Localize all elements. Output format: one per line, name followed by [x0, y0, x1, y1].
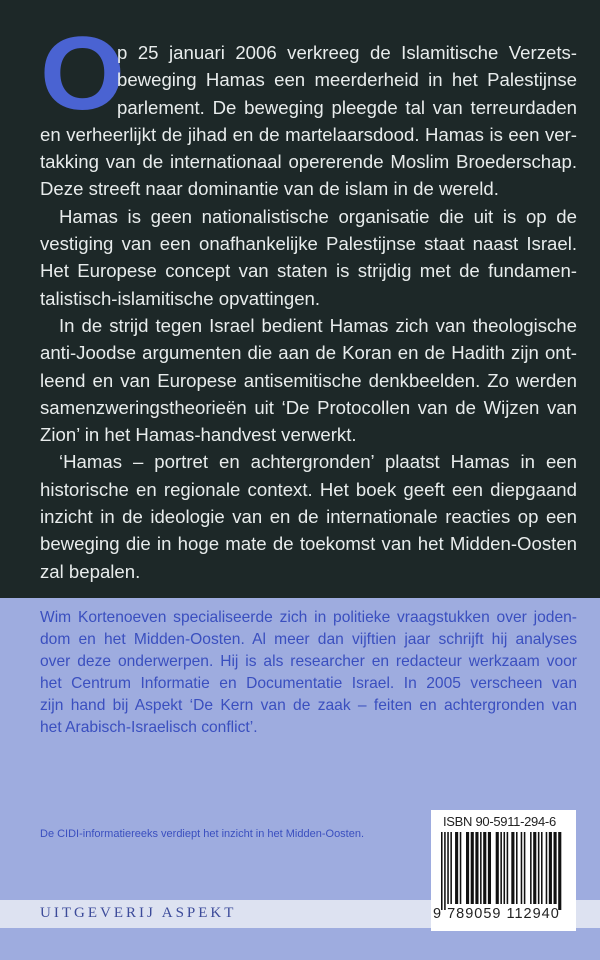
barcode-bar — [444, 832, 446, 910]
barcode-bar — [554, 832, 557, 904]
publisher-name: UITGEVERIJ ASPEKT — [40, 905, 237, 921]
barcode-bar — [447, 832, 449, 904]
blurb-line: Zion’ in het Hamas-handvest verwerkt. — [40, 424, 357, 446]
blurb-line: p 25 januari 2006 verkreeg de Islamitische Verzets- — [117, 42, 577, 63]
barcode-bar — [521, 832, 523, 904]
blurb-line: anti-Joodse argumenten die aan de Koran en de Hadith zijn ont- — [40, 342, 577, 364]
ean-number: 9 789059 112940 — [433, 906, 560, 922]
isbn-label: ISBN 90-5911-294-6 — [443, 814, 556, 829]
bio-line: zijn hand bij Aspekt ‘De Kern van de zaak – feiten en achtergronden van — [40, 697, 577, 714]
bio-line: dom en het Midden-Oosten. Al meer dan vijftien jaar schrijft hij analyses — [40, 631, 577, 648]
blurb-line: samenzweringstheorieën uit ‘De Protocollen van de Wijzen van — [40, 396, 577, 418]
barcode-bar — [475, 832, 478, 904]
barcode-bar — [511, 832, 514, 904]
barcode-bar — [496, 832, 499, 904]
blurb-line: In de strijd tegen Israel bedient Hamas zich van theologische — [59, 314, 577, 336]
bio-line: het Centrum Informatie en Documentatie Israel. In 2005 verscheen van — [40, 675, 577, 692]
barcode-bar — [460, 832, 462, 904]
bio-line: het Arabisch-Israelisch conflict’. — [40, 719, 258, 736]
barcode-bar — [549, 832, 552, 904]
blurb-line: Hamas is geen nationalistische organisatie die uit is op de — [59, 205, 577, 227]
blurb-line: vestiging van een onafhankelijke Palestijnse staat naast Israel. — [40, 233, 577, 255]
barcode-bar — [533, 832, 536, 904]
blurb-line: Het Europese concept van staten is strijdig met de fundamen- — [40, 260, 577, 282]
barcode-bar — [530, 832, 532, 904]
barcode-bar — [455, 832, 458, 904]
author-bio — [40, 607, 577, 739]
series-note: De CIDI-informatiereeks verdiept het inzicht in het Midden-Oosten. — [40, 828, 365, 840]
blurb-line: beweging die in hoge mate de toekomst van het Midden-Oosten — [40, 533, 577, 555]
barcode-bar — [500, 832, 502, 904]
blurb-line: beweging Hamas een meerderheid in het Palestijnse — [117, 69, 577, 91]
barcode-bar — [466, 832, 469, 904]
barcode-bar — [480, 832, 482, 904]
barcode-bar — [507, 832, 509, 904]
blurb-line: ‘Hamas – portret en achtergronden’ plaatst Hamas in een — [59, 451, 577, 473]
barcode-box — [431, 810, 576, 931]
blurb-line: historische en regionale context. Het boek geeft een diepgaand — [40, 478, 577, 500]
barcode-icon — [441, 832, 566, 910]
blurb-line: talistisch-islamitische opvattingen. — [40, 287, 321, 309]
barcode-bar — [558, 832, 561, 910]
blurb-text — [40, 39, 577, 585]
blurb-line: Deze streeft naar dominantie van de islam in de wereld. — [40, 178, 499, 200]
blurb-line: en verheerlijkt de jihad en de martelaarsdood. Hamas is een ver- — [40, 123, 577, 145]
bio-line: over deze onderwerpen. Hij is als researcher en redacteur werkzaam voor — [40, 653, 577, 670]
barcode-bar — [546, 832, 548, 904]
barcode-bar — [541, 832, 543, 904]
blurb-line: takking van de internationaal opererende Moslim Broederschap. — [40, 151, 577, 173]
blurb-line: inzicht in de ideologie van en de internationale reacties op een — [40, 506, 577, 528]
barcode-bar — [516, 832, 518, 904]
barcode-bar — [524, 832, 526, 904]
barcode-bar — [488, 832, 491, 904]
barcode-bar — [504, 832, 506, 904]
bio-line: Wim Kortenoeven specialiseerde zich in politieke vraagstukken over joden- — [40, 609, 577, 626]
drop-cap: O — [40, 16, 125, 132]
barcode-bar — [483, 832, 486, 904]
blurb-line: zal bepalen. — [40, 560, 141, 582]
barcode-bar — [471, 832, 474, 904]
barcode-bar — [538, 832, 540, 904]
blurb-line: parlement. De beweging pleegde tal van terreurdaden — [117, 96, 577, 118]
barcode-bar — [450, 832, 452, 904]
blurb-line: leend en van Europese antisemitische denkbeelden. Zo werden — [40, 369, 577, 391]
barcode-bar — [441, 832, 443, 910]
